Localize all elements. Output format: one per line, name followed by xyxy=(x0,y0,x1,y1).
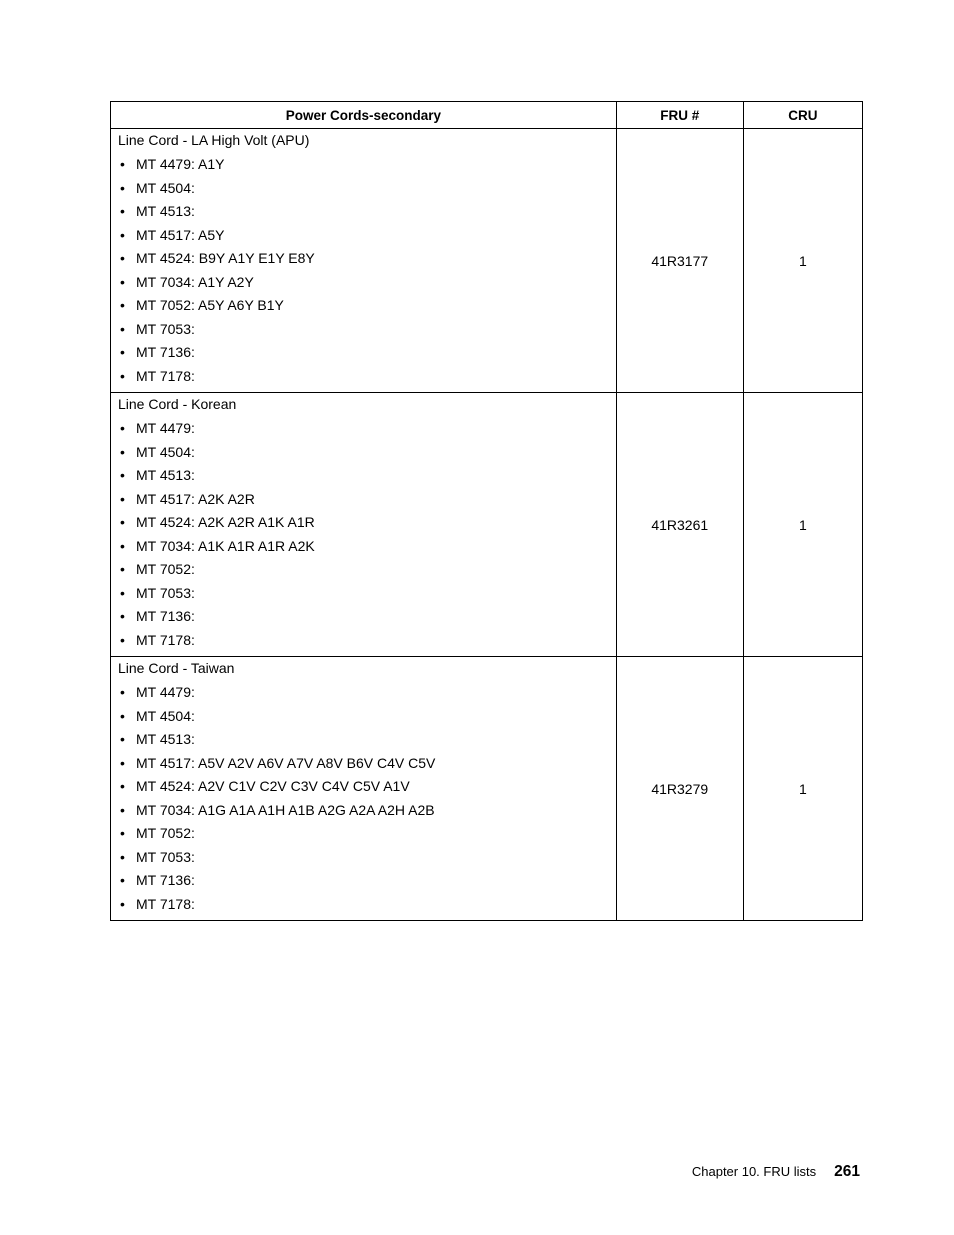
list-item xyxy=(118,799,616,823)
machine-type-text: MT 7178: xyxy=(136,895,195,912)
list-item xyxy=(118,341,616,365)
bullet-icon: • xyxy=(120,537,125,554)
list-item xyxy=(118,752,616,776)
list-item xyxy=(118,535,616,559)
machine-type-text: MT 4504: xyxy=(136,443,195,460)
list-item xyxy=(118,605,616,629)
header-description: Power Cords-secondary xyxy=(111,102,617,129)
list-item xyxy=(118,488,616,512)
list-item xyxy=(118,177,616,201)
fru-number-cell: 41R3177 xyxy=(616,129,743,393)
cru-cell: 1 xyxy=(743,393,862,657)
machine-type-text: MT 7136: xyxy=(136,344,195,360)
machine-type-text: MT 7052: A5Y A6Y B1Y xyxy=(136,297,284,313)
list-item xyxy=(118,247,616,271)
bullet-icon: • xyxy=(120,684,125,700)
list-item xyxy=(118,705,616,729)
table-row xyxy=(111,393,863,657)
bullet-icon: • xyxy=(120,608,125,624)
list-item xyxy=(118,893,616,917)
machine-type-text: MT 7136: xyxy=(136,608,195,624)
bullet-icon: • xyxy=(120,273,125,290)
line-cord-title: Line Cord - Korean xyxy=(118,396,237,412)
page-footer xyxy=(692,1163,860,1181)
bullet-icon: • xyxy=(120,778,125,794)
list-item xyxy=(118,582,616,606)
list-item xyxy=(118,629,616,653)
bullet-icon: • xyxy=(120,250,125,266)
list-item xyxy=(118,441,616,465)
bullet-icon: • xyxy=(120,584,125,601)
list-item xyxy=(118,200,616,224)
bullet-icon: • xyxy=(120,872,125,888)
description-cell xyxy=(111,657,617,921)
bullet-icon: • xyxy=(120,825,125,841)
list-item xyxy=(118,153,616,177)
list-item xyxy=(118,775,616,799)
page-number: 261 xyxy=(834,1163,860,1180)
fru-number-cell: 41R3261 xyxy=(616,393,743,657)
machine-type-text: MT 4517: A5Y xyxy=(136,226,225,243)
machine-type-text: MT 7034: A1Y A2Y xyxy=(136,273,254,290)
machine-type-text: MT 4524: A2K A2R A1K A1R xyxy=(136,514,315,530)
machine-type-text: MT 4524: A2V C1V C2V C3V C4V C5V A1V xyxy=(136,778,410,794)
chapter-label: Chapter 10. FRU lists xyxy=(691,1164,817,1179)
machine-type-list xyxy=(118,417,616,652)
machine-type-text: MT 7136: xyxy=(136,872,195,888)
machine-type-text: MT 4517: A5V A2V A6V A7V A8V B6V C4V C5V xyxy=(136,754,436,771)
list-item xyxy=(118,294,616,318)
machine-type-text: MT 7178: xyxy=(136,631,195,648)
machine-type-text: MT 4479: A1Y xyxy=(136,156,225,172)
bullet-icon: • xyxy=(120,895,125,912)
bullet-icon: • xyxy=(120,561,125,577)
bullet-icon: • xyxy=(120,490,125,507)
header-cru: CRU xyxy=(743,102,862,129)
machine-type-text: MT 7034: A1K A1R A1R A2K xyxy=(136,537,315,554)
machine-type-text: MT 4504: xyxy=(136,179,195,196)
bullet-icon: • xyxy=(120,420,125,436)
line-cord-title: Line Cord - LA High Volt (APU) xyxy=(118,132,310,148)
bullet-icon: • xyxy=(120,344,125,360)
table-body xyxy=(111,129,863,921)
fru-number-cell: 41R3279 xyxy=(616,657,743,921)
bullet-icon: • xyxy=(120,707,125,724)
list-item xyxy=(118,365,616,389)
list-item xyxy=(118,511,616,535)
bullet-icon: • xyxy=(120,801,125,818)
machine-type-text: MT 4524: B9Y A1Y E1Y E8Y xyxy=(136,250,315,266)
list-item xyxy=(118,822,616,846)
bullet-icon: • xyxy=(120,848,125,865)
machine-type-text: MT 4513: xyxy=(136,731,195,747)
bullet-icon: • xyxy=(120,754,125,771)
machine-type-text: MT 7053: xyxy=(136,584,195,601)
bullet-icon: • xyxy=(120,320,125,337)
bullet-icon: • xyxy=(120,297,125,313)
list-item xyxy=(118,318,616,342)
bullet-icon: • xyxy=(120,179,125,196)
list-item xyxy=(118,417,616,441)
machine-type-list xyxy=(118,153,616,388)
description-cell xyxy=(111,393,617,657)
bullet-icon: • xyxy=(120,631,125,648)
machine-type-text: MT 4504: xyxy=(136,707,195,724)
cru-cell: 1 xyxy=(743,657,862,921)
bullet-icon: • xyxy=(120,443,125,460)
list-item xyxy=(118,464,616,488)
machine-type-list xyxy=(118,681,616,916)
machine-type-text: MT 4513: xyxy=(136,467,195,483)
machine-type-text: MT 4479: xyxy=(136,420,195,436)
table-row xyxy=(111,129,863,393)
machine-type-text: MT 7052: xyxy=(136,561,195,577)
list-item xyxy=(118,846,616,870)
bullet-icon: • xyxy=(120,514,125,530)
bullet-icon: • xyxy=(120,226,125,243)
list-item xyxy=(118,869,616,893)
table-header-row xyxy=(111,102,863,129)
machine-type-text: MT 4513: xyxy=(136,203,195,219)
bullet-icon: • xyxy=(120,367,125,384)
bullet-icon: • xyxy=(120,731,125,747)
bullet-icon: • xyxy=(120,467,125,483)
table-row xyxy=(111,657,863,921)
list-item xyxy=(118,224,616,248)
line-cord-title: Line Cord - Taiwan xyxy=(118,660,235,676)
list-item xyxy=(118,728,616,752)
list-item xyxy=(118,271,616,295)
machine-type-text: MT 4517: A2K A2R xyxy=(136,490,255,507)
machine-type-text: MT 4479: xyxy=(136,684,195,700)
header-fru: FRU # xyxy=(616,102,743,129)
list-item xyxy=(118,558,616,582)
machine-type-text: MT 7053: xyxy=(136,320,195,337)
machine-type-text: MT 7178: xyxy=(136,367,195,384)
cru-cell: 1 xyxy=(743,129,862,393)
bullet-icon: • xyxy=(120,156,125,172)
bullet-icon: • xyxy=(120,203,125,219)
machine-type-text: MT 7034: A1G A1A A1H A1B A2G A2A A2H A2B xyxy=(136,801,435,818)
machine-type-text: MT 7053: xyxy=(136,848,195,865)
machine-type-text: MT 7052: xyxy=(136,825,195,841)
fru-table xyxy=(110,101,863,921)
list-item xyxy=(118,681,616,705)
description-cell xyxy=(111,129,617,393)
